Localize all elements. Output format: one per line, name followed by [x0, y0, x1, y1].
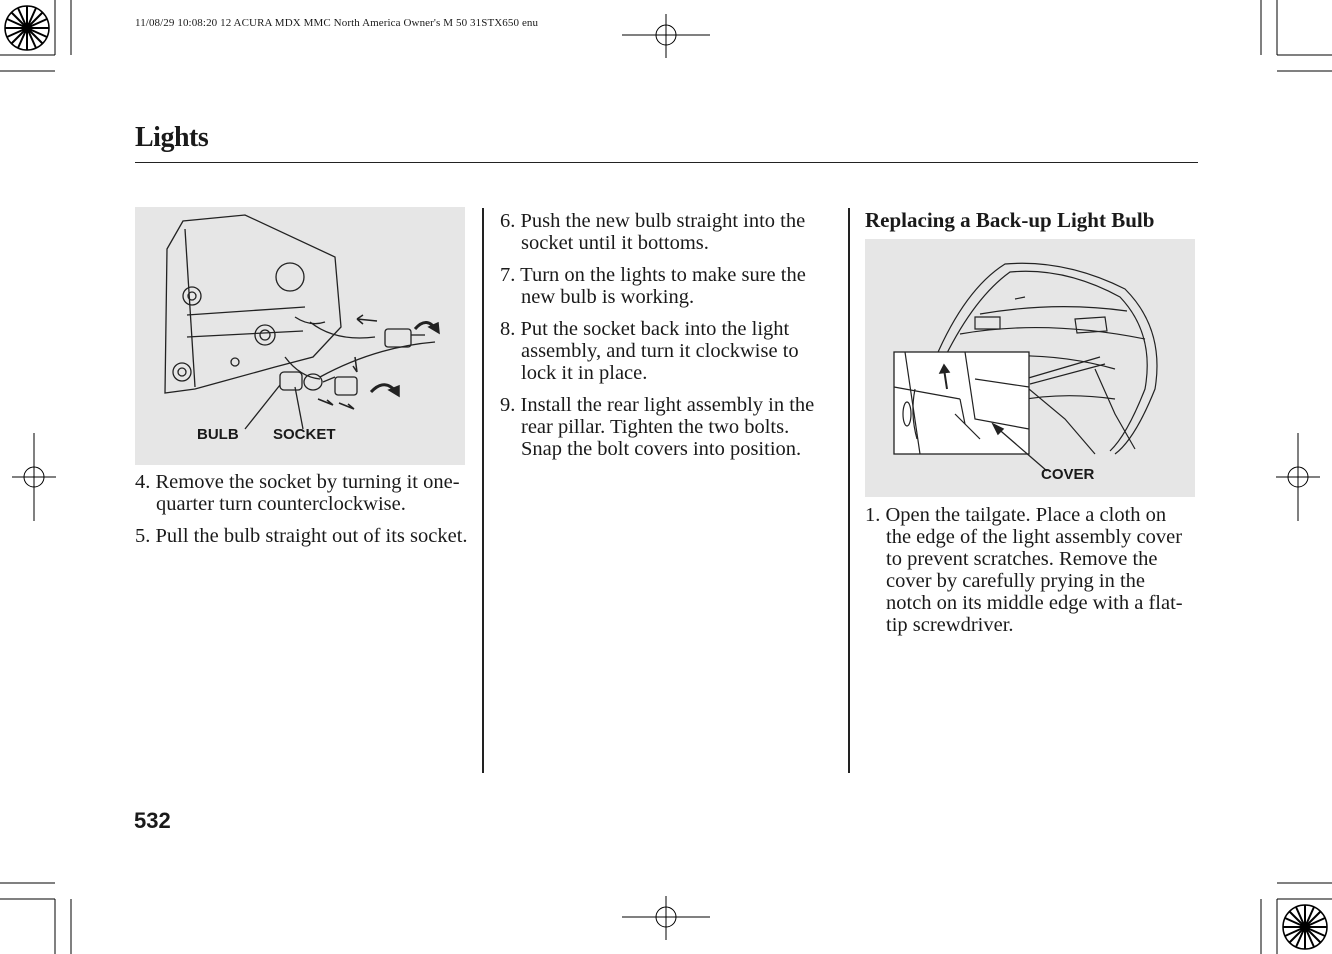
steps-column-3: [865, 504, 1195, 646]
crop-mark-bottom-right: [1252, 874, 1332, 954]
steps-column-1: [135, 471, 475, 557]
crop-mark-bottom-left: [0, 874, 80, 954]
steps-column-2: [500, 210, 830, 470]
page-number: 532: [134, 808, 171, 833]
step-number: 4.: [135, 471, 151, 493]
label-cover: COVER: [1041, 466, 1095, 483]
step-number: 5.: [135, 525, 151, 547]
step-6: [500, 210, 830, 254]
step-9: [500, 394, 830, 460]
step-text: Push the new bulb straight into the socket until it bottoms.: [520, 210, 806, 254]
step-number: 8.: [500, 318, 516, 340]
step-number: 7.: [500, 264, 516, 286]
figure-bulb-socket: [135, 207, 465, 465]
registration-mark-bottom: [622, 896, 710, 940]
step-text: Install the rear light assembly in the rear pillar. Tighten the two bolts. Snap the bolt covers into position.: [520, 394, 815, 460]
page-title: Lights: [135, 122, 209, 153]
crop-mark-top-left: [0, 0, 80, 80]
step-8: [500, 318, 830, 384]
column-divider-1: [482, 208, 484, 773]
step-1: [865, 504, 1195, 636]
registration-mark-top: [622, 14, 710, 58]
column-divider-2: [848, 208, 850, 773]
step-7: [500, 264, 830, 308]
step-text: Turn on the lights to make sure the new bulb is working.: [520, 264, 806, 308]
tailgate-cover-illustration: [865, 239, 1195, 497]
label-bulb: BULB: [197, 426, 239, 443]
label-socket: SOCKET: [273, 426, 336, 443]
figure-cover: [865, 239, 1195, 497]
crop-mark-top-right: [1252, 0, 1332, 80]
section-heading: Replacing a Back-up Light Bulb: [865, 208, 1155, 232]
step-number: 6.: [500, 210, 516, 232]
title-rule: [135, 162, 1198, 163]
step-text: Open the tailgate. Place a cloth on the edge of the light assembly cover to prevent scratches. Remove the cover by carefully prying in the notch on its middle edge with a flat-tip screwdriver.: [885, 504, 1183, 636]
print-metadata: 11/08/29 10:08:20 12 ACURA MDX MMC North America Owner's M 50 31STX650 enu: [135, 17, 539, 29]
step-text: Pull the bulb straight out of its socket.: [155, 525, 468, 547]
step-text: Put the socket back into the light assembly, and turn it clockwise to lock it in place.: [520, 318, 799, 384]
registration-mark-left: [12, 433, 56, 521]
step-text: Remove the socket by turning it one-quarter turn counterclockwise.: [155, 471, 460, 515]
step-number: 9.: [500, 394, 516, 416]
step-number: 1.: [865, 504, 881, 526]
registration-mark-right: [1276, 433, 1320, 521]
step-4: [135, 471, 475, 515]
step-5: [135, 525, 475, 547]
